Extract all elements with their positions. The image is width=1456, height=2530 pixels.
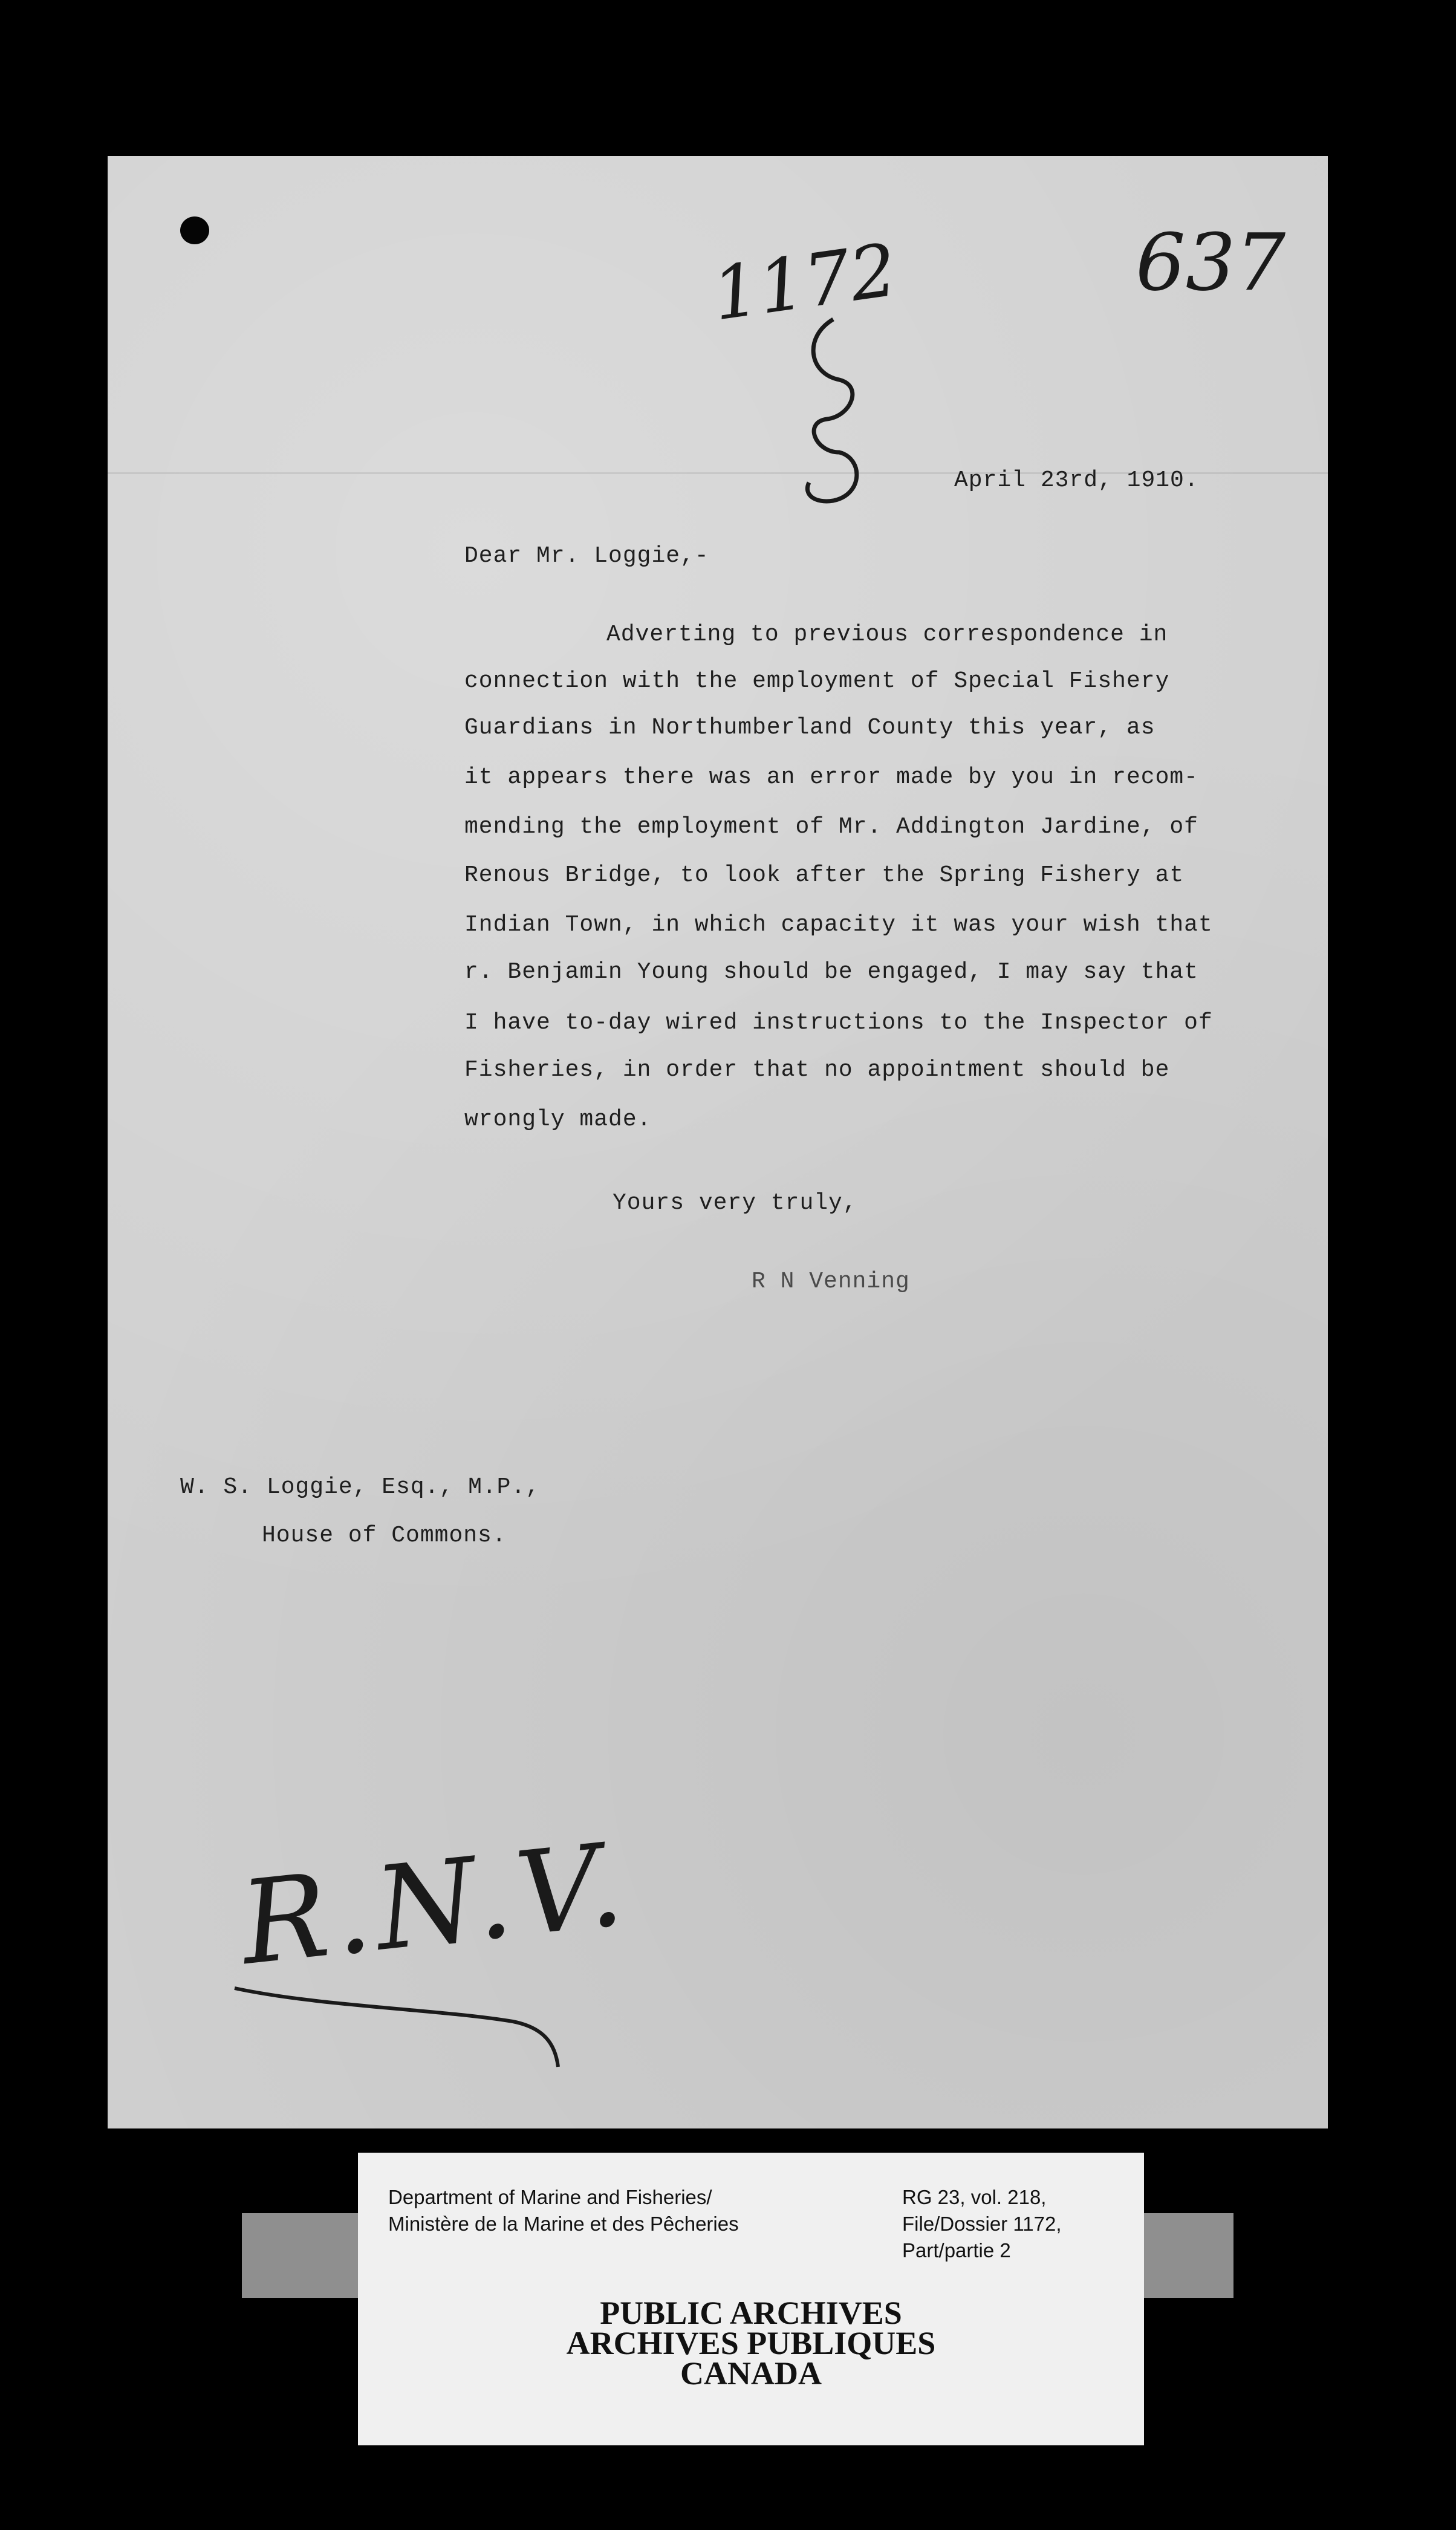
body-line: Fisheries, in order that no appointment should be (464, 1057, 1170, 1083)
initials-underline (229, 1976, 591, 2073)
stamp-line-french: ARCHIVES PUBLIQUES (566, 2325, 936, 2361)
body-line: I have to-day wired instructions to the Inspector of (464, 1010, 1213, 1036)
reference-part: Part/partie 2 (902, 2239, 1011, 2262)
body-line: it appears there was an error made by you in recom- (464, 764, 1198, 790)
handwritten-initials: R.N.V. (235, 1817, 635, 1991)
department-english: Department of Marine and Fisheries/ (388, 2186, 712, 2208)
salutation: Dear Mr. Loggie,- (464, 543, 709, 569)
archives-stamp (358, 2295, 1144, 2392)
recipient-address: House of Commons. (262, 1523, 507, 1549)
recipient-name: W. S. Loggie, Esq., M.P., (180, 1474, 541, 1500)
body-line: Guardians in Northumberland County this year, as (464, 715, 1155, 741)
reference-block (902, 2184, 1062, 2264)
tape-strip-right (1137, 2213, 1233, 2298)
reference-rg: RG 23, vol. 218, (902, 2186, 1047, 2208)
tape-strip-left (242, 2213, 375, 2298)
closing: Yours very truly, (613, 1190, 857, 1216)
body-line: r. Benjamin Young should be engaged, I may say that (464, 959, 1198, 985)
body-line: mending the employment of Mr. Addington Jardine, of (464, 814, 1198, 840)
handwritten-scroll-mark (791, 313, 876, 513)
punch-hole (180, 216, 209, 244)
department-french: Ministère de la Marine et des Pêcheries (388, 2213, 739, 2235)
typed-signer: R N Venning (752, 1269, 910, 1295)
handwritten-page-number: 637 (1136, 216, 1286, 308)
archive-label (358, 2153, 1144, 2445)
handwritten-file-number: 1172 (707, 228, 902, 337)
body-line: Adverting to previous correspondence in (606, 622, 1168, 648)
letter-page (108, 156, 1328, 2128)
stamp-line-english: PUBLIC ARCHIVES (600, 2295, 902, 2331)
body-line: Renous Bridge, to look after the Spring Fishery at (464, 862, 1185, 888)
body-line: Indian Town, in which capacity it was your wish that (464, 912, 1213, 938)
stamp-line-country: CANADA (680, 2355, 822, 2392)
reference-file: File/Dossier 1172, (902, 2213, 1062, 2235)
department-block (388, 2184, 739, 2237)
body-line: connection with the employment of Special Fishery (464, 668, 1170, 694)
letter-date: April 23rd, 1910. (954, 467, 1199, 493)
body-line: wrongly made. (464, 1107, 652, 1133)
